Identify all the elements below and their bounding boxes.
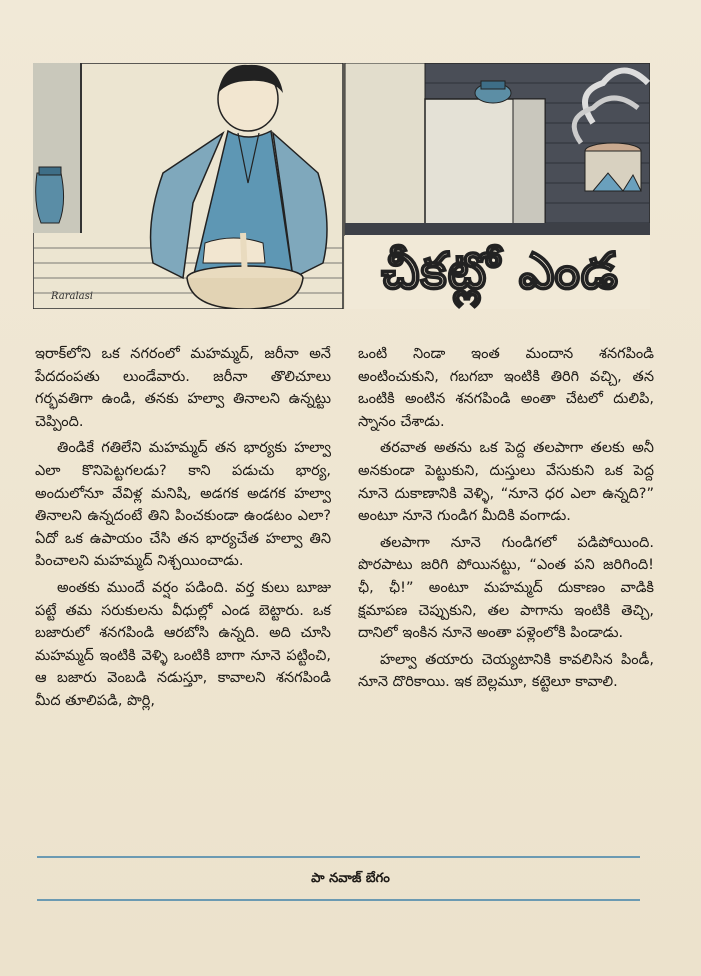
paragraph: హల్వా తయారు చెయ్యటానికి కావలిసిన పిండీ, నూనె దొరికాయి. ఇక బెల్లమూ, కట్టెలూ కావాలి. [358, 651, 654, 691]
paragraph: తలపాగా నూనె గుండిగలో పడిపోయింది. పొరపాటు జరిగి పోయినట్టు, “ఎంత పని జరిగింది! ఛీ, ఛీ!” అంటూ మహమ్మద్ దుకాణం వాడికి క్షమాపణ చెప్పుకుని, తల పాగాను ఇంటికి తెచ్చి, దానిలో ఇంకిన నూనె అంతా పళ్లెంలోకి పిండాడు. [358, 534, 654, 642]
text-column-right [358, 343, 654, 698]
divider-bottom [37, 899, 640, 901]
story-title: చీకట్లో ఎండ [381, 242, 619, 300]
paragraph: ఇరాక్‌లోని ఒక నగరంలో మహమ్మద్, జరీనా అనే పేదదంపతు లుండేవారు. జరీనా తొలిచూలు గర్భవతిగా ఉండి, తనకు హల్వా తినాలని ఉన్నట్టు చెప్పింది. [35, 346, 331, 430]
paragraph: తరవాత అతను ఒక పెద్ద తలపాగా తలకు అనీ అనకుండా పెట్టుకుని, దుస్తులు వేసుకుని ఒక పెద్ద నూనె దుకాణానికి వెళ్ళి, “నూనె ధర ఎలా ఉన్నది?” అంటూ నూనె గుండిగ మీదికి వంగాడు. [358, 440, 654, 525]
paragraph: అంతకు ముందే వర్షం పడింది. వర్త కులు బూజు పట్టే తమ సరుకులను వీధుల్లో ఎండ బెట్టారు. ఒక బజారులో శనగపిండి ఆరబోసి ఉన్నది. అది చూసి మహమ్మద్ ఇంటికి వెళ్ళి ఒంటికి బాగా నూనె పట్టించి, ఆ బజారు వెంబడి నడుస్తూ, కావాలని శనగపిండి మీద తూలిపడి, పొర్లి, [35, 579, 331, 709]
paragraph: తిండికే గతిలేని మహమ్మద్ తన భార్యకు హల్వా ఎలా కొనిపెట్టగలడు? కాని పడుచు భార్య, అందులోనూ వేవిళ్ల మనిషి, అడగక అడగక హల్వా తినాలని ఉన్నదంటే తిని పించకుండా ఉండటం ఎలా? ఏదో ఒక ఉపాయం చేసి తన భార్యచేత హల్వా తిని పించాలని మహమ్మద్ నిశ్చయించాడు. [35, 440, 331, 570]
paragraph: ఒంటి నిండా ఇంత మందాన శనగపిండి అంటించుకుని, గబగబా ఇంటికి తిరిగి వచ్చి, తన ఒంటికి అంటిన శనగపిండి అంతా చేటలో దులిపి, స్నానం చేశాడు. [358, 346, 654, 430]
divider-top [37, 856, 640, 858]
author-byline: పా నవాజ్ బేగం [311, 871, 390, 886]
text-column-left [35, 343, 331, 717]
artist-signature: Raralasi [51, 291, 93, 302]
